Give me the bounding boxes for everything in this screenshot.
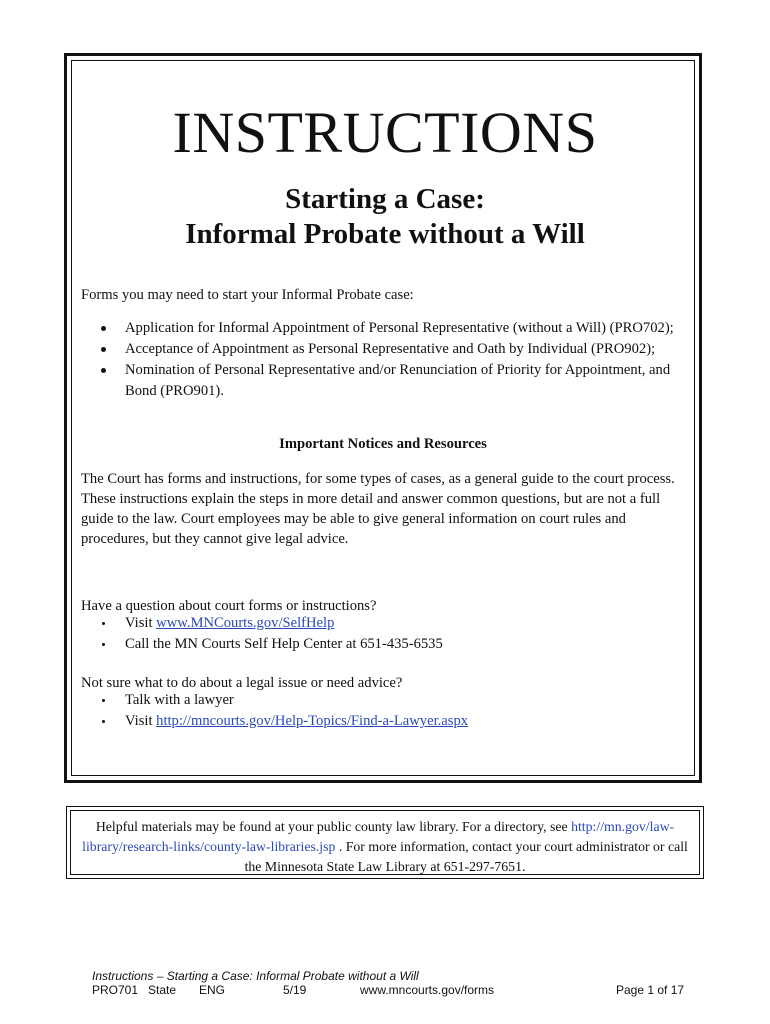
questions-intro: Have a question about court forms or instructions? bbox=[81, 598, 377, 614]
footer-language: ENG bbox=[199, 983, 226, 997]
footer-date: 5/19 bbox=[283, 983, 307, 997]
bullet-icon bbox=[102, 720, 105, 723]
footer-form-code: PRO701 bbox=[92, 983, 139, 997]
footer-scope: State bbox=[148, 983, 177, 997]
law-library-link[interactable]: http://mn.gov/law-library/research-links/county-law-libraries.jsp bbox=[82, 819, 675, 854]
bullet-icon bbox=[101, 368, 106, 373]
forms-list bbox=[100, 318, 685, 402]
bullet-icon bbox=[102, 622, 105, 625]
law-library-notice-text: Helpful materials may be found at your public county law library. For a directory, see http://mn.gov/law-library/research-links/county-law-libraries.jsp . For more information, contact your court administrator or call the Minnesota State Law Library at 651-297-7651. bbox=[82, 819, 688, 874]
list-item: Nomination of Personal Representative and/or Renunciation of Priority for Appointment, and Bond (PRO901). bbox=[100, 360, 685, 402]
bullet-icon bbox=[101, 326, 106, 331]
subtitle-line-1: Starting a Case: bbox=[285, 183, 485, 215]
notices-heading: Important Notices and Resources bbox=[279, 436, 487, 452]
find-lawyer-link[interactable]: http://mncourts.gov/Help-Topics/Find-a-Lawyer.aspx bbox=[156, 713, 469, 729]
notices-paragraph: The Court has forms and instructions, for some types of cases, as a general guide to the court process. These instructions explain the steps in more detail and answer common questions, but are not a full guide to the law. Court employees may be able to give general information on court rules and procedures, but they cannot give legal advice. bbox=[81, 471, 675, 547]
list-item: Visit www.MNCourts.gov/SelfHelp bbox=[100, 613, 685, 634]
selfhelp-link[interactable]: www.MNCourts.gov/SelfHelp bbox=[156, 615, 335, 631]
legal-list bbox=[100, 690, 685, 732]
bullet-icon bbox=[102, 699, 105, 702]
footer-website: www.mncourts.gov/forms bbox=[360, 983, 495, 997]
page-title: INSTRUCTIONS bbox=[172, 100, 598, 165]
forms-intro: Forms you may need to start your Informal Probate case: bbox=[81, 287, 414, 303]
list-item: Application for Informal Appointment of Personal Representative (without a Will) (PRO702); bbox=[100, 318, 685, 339]
list-item: Visit http://mncourts.gov/Help-Topics/Find-a-Lawyer.aspx bbox=[100, 711, 685, 732]
questions-list bbox=[100, 613, 685, 655]
subtitle-line-2: Informal Probate without a Will bbox=[185, 218, 585, 250]
law-library-notice bbox=[66, 806, 704, 879]
footer-title: Instructions – Starting a Case: Informal Probate without a Will bbox=[92, 969, 419, 983]
list-item: Talk with a lawyer bbox=[100, 690, 685, 711]
main-frame-inner bbox=[71, 60, 695, 776]
footer-page-number: Page 1 of 17 bbox=[616, 983, 685, 997]
list-item: Acceptance of Appointment as Personal Representative and Oath by Individual (PRO902); bbox=[100, 339, 685, 360]
list-item: Call the MN Courts Self Help Center at 651-435-6535 bbox=[100, 634, 685, 655]
bullet-icon bbox=[102, 643, 105, 646]
legal-intro: Not sure what to do about a legal issue or need advice? bbox=[81, 675, 403, 691]
bullet-icon bbox=[101, 347, 106, 352]
